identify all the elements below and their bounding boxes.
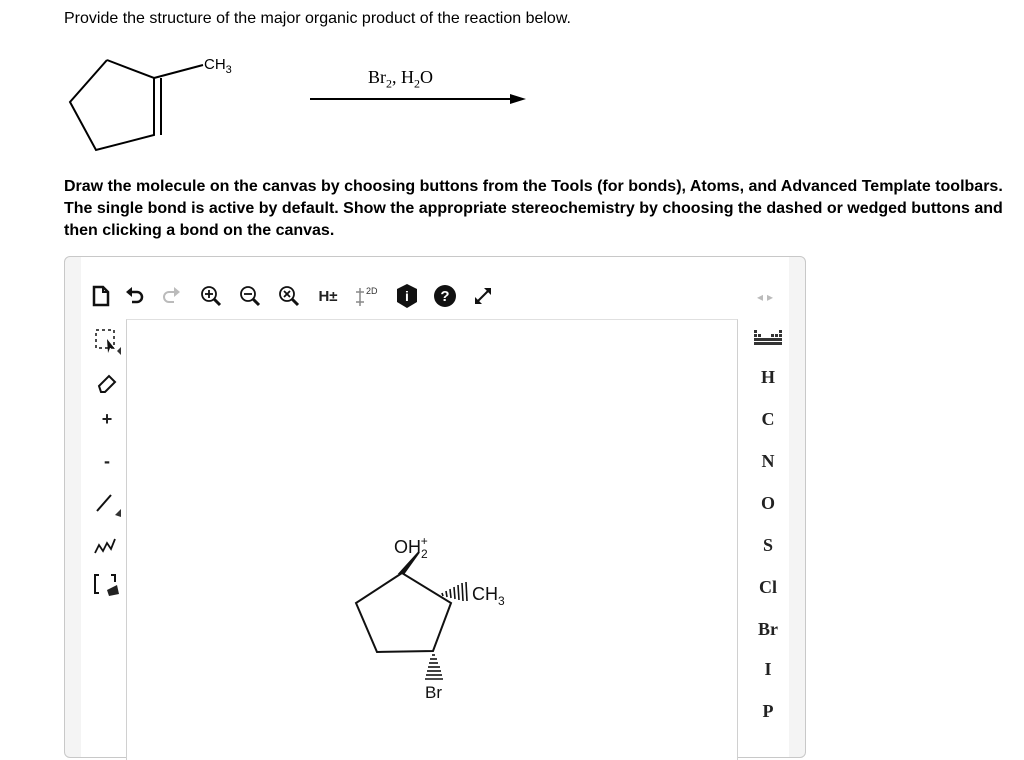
atom-button-n[interactable]: N	[761, 451, 775, 471]
reactant-methyl-label: $CH_3$	[204, 56, 232, 76]
atom-button-c[interactable]: C	[761, 409, 775, 429]
atom-button-h[interactable]: H	[760, 367, 775, 387]
hash-bond-bromine	[425, 655, 443, 679]
reagent-label: $Br_2$, $H_2O$	[368, 67, 433, 91]
undo-icon[interactable]	[121, 283, 149, 309]
oxonium-label: $OH_2+$	[394, 534, 428, 561]
editor-body	[81, 257, 789, 757]
help-button[interactable]	[431, 283, 459, 309]
new-document-icon[interactable]	[87, 283, 115, 309]
atom-button-cl[interactable]: Cl	[759, 577, 777, 597]
top-toolbar	[81, 257, 789, 317]
atom-button-o[interactable]: O	[760, 493, 775, 513]
svg-text:2D: 2D	[366, 286, 378, 296]
reactant-ring	[70, 60, 154, 150]
reaction-scheme	[40, 40, 560, 170]
toggle-hydrogens-button[interactable]: H±	[318, 287, 338, 305]
product-ring	[356, 573, 451, 652]
question-text: Provide the structure of the major organic product of the reaction below.	[64, 10, 571, 27]
instructions-text: Draw the molecule on the canvas by choosing buttons from the Tools (for bonds), Atoms, and Advanced Template toolbars. The single bond is active by default. Show the appropriate stereochemistry by choosing the dashed or wedged buttons and then clicking a bond on the canvas.	[64, 178, 1003, 239]
hash-bond-methyl	[442, 582, 467, 601]
atom-button-p[interactable]: P	[762, 701, 774, 721]
bromine-label: Br	[425, 683, 442, 702]
info-button[interactable]	[393, 283, 421, 309]
charge-minus-button[interactable]: -	[104, 450, 110, 471]
svg-text:?: ?	[440, 288, 450, 305]
product-structure	[127, 320, 737, 760]
single-bond-tool-icon[interactable]	[93, 489, 121, 517]
svg-text:i: i	[405, 288, 409, 304]
chain-tool-icon[interactable]	[93, 531, 121, 559]
drawing-canvas[interactable]	[126, 319, 738, 760]
atom-button-s[interactable]: S	[762, 535, 773, 555]
zoom-out-icon[interactable]	[236, 283, 264, 309]
zoom-reset-icon[interactable]	[275, 283, 303, 309]
bracket-tool-icon[interactable]	[93, 571, 121, 599]
reactant-methyl-bond	[154, 65, 203, 78]
eraser-tool-icon[interactable]	[93, 369, 121, 397]
fullscreen-icon[interactable]	[469, 283, 497, 309]
charge-plus-button[interactable]: +	[101, 408, 113, 429]
zoom-in-icon[interactable]	[197, 283, 225, 309]
reaction-arrow-head	[510, 94, 526, 104]
atom-button-i[interactable]: I	[764, 659, 772, 679]
selection-tool-icon[interactable]	[93, 327, 121, 355]
methyl-label: $CH_3$	[472, 584, 505, 608]
molecule-editor	[64, 256, 806, 758]
atom-button-br[interactable]: Br	[758, 619, 778, 639]
clean-2d-button[interactable]	[353, 283, 383, 309]
periodic-table-icon[interactable]	[751, 327, 785, 354]
redo-icon[interactable]	[157, 283, 185, 309]
toolbar-scroll-arrows[interactable]: ◂▸	[757, 290, 778, 304]
